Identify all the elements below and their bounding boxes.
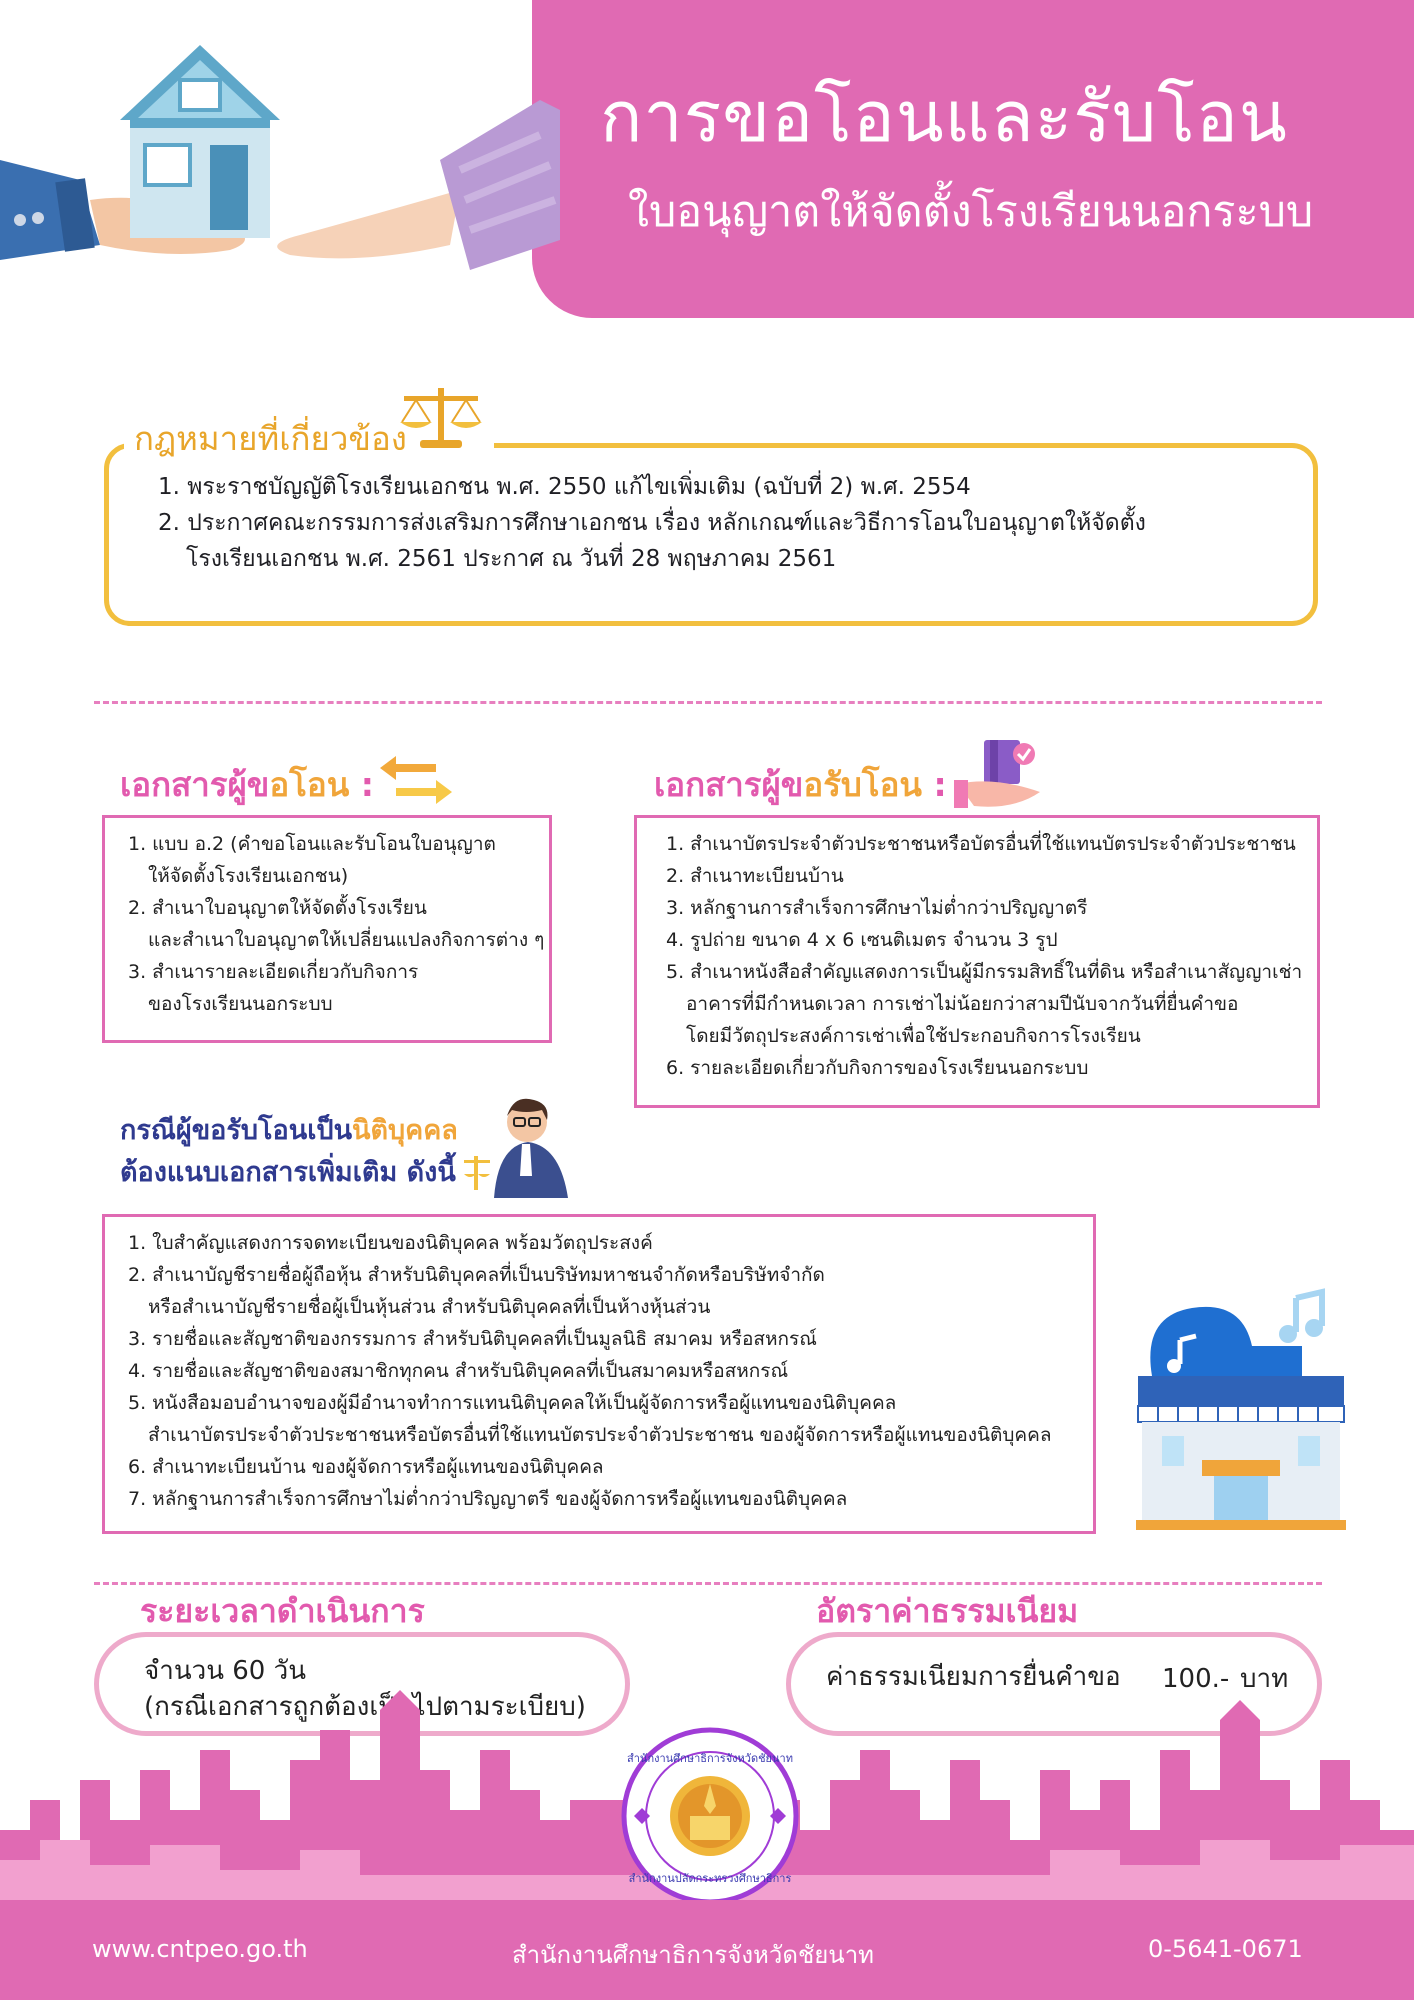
page-title: การขอโอนและรับโอน [600, 76, 1288, 158]
juristic-list [128, 1227, 1088, 1515]
list-item: โดยมีวัตถุประสงค์การเช่าเพื่อใช้ประกอบกิจการโรงเรียน [686, 1025, 1141, 1047]
transferee-title: เอกสารผู้ขอรับโอน : [654, 765, 947, 804]
fee-title: อัตราค่าธรรมเนียม [816, 1592, 1079, 1630]
duration-note: (กรณีเอกสารถูกต้องเป็นไปตามระเบียบ) [144, 1692, 586, 1722]
house-handover-illustration [0, 40, 560, 300]
transferor-title: เอกสารผู้ขอโอน : [120, 765, 374, 804]
duration-value: จำนวน 60 วัน [144, 1656, 306, 1686]
swap-arrows-icon [376, 752, 456, 808]
transferee-list [666, 828, 1316, 1084]
juristic-title-line2: ต้องแนบเอกสารเพิ่มเติม ดังนี้ [120, 1157, 456, 1188]
list-item: ของโรงเรียนนอกระบบ [148, 993, 333, 1015]
svg-text:สำนักงานปลัดกระทรวงศึกษาธิการ: สำนักงานปลัดกระทรวงศึกษาธิการ [628, 1872, 792, 1885]
lawyer-icon [464, 1086, 590, 1198]
list-item: สำเนาบัตรประจำตัวประชาชนหรือบัตรอื่นที่ใช้แทนบัตรประจำตัวประชาชน ของผู้จัดการหรือผู้แทนของนิติบุคคล [148, 1424, 1052, 1446]
list-item: 2. สำเนาบัญชีรายชื่อผู้ถือหุ้น สำหรับนิติบุคคลที่เป็นบริษัทมหาชนจำกัดหรือบริษัทจำกัด [128, 1264, 825, 1286]
fee-unit: บาท [1240, 1664, 1289, 1694]
right-hand [277, 190, 460, 258]
list-item: 2. สำเนาทะเบียนบ้าน [666, 865, 844, 887]
law-item: โรงเรียนเอกชน พ.ศ. 2561 ประกาศ ณ วันที่ 28 พฤษภาคม 2561 [186, 546, 837, 572]
list-item: หรือสำเนาบัญชีรายชื่อผู้เป็นหุ้นส่วน สำหรับนิติบุคคลที่เป็นห้างหุ้นส่วน [148, 1296, 711, 1318]
receive-hand-icon [954, 736, 1044, 810]
list-item: 2. สำเนาใบอนุญาตให้จัดตั้งโรงเรียน [128, 897, 427, 919]
list-item: 7. หลักฐานการสำเร็จการศึกษาไม่ต่ำกว่าปริญญาตรี ของผู้จัดการหรือผู้แทนของนิติบุคคล [128, 1488, 848, 1510]
duration-title: ระยะเวลาดำเนินการ [140, 1592, 425, 1630]
list-item: อาคารที่มีกำหนดเวลา การเช่าไม่น้อยกว่าสามปีนับจากวันที่ยื่นคำขอ [686, 993, 1239, 1015]
page-subtitle: ใบอนุญาตให้จัดตั้งโรงเรียนนอกระบบ [628, 187, 1314, 237]
list-item: และสำเนาใบอนุญาตให้เปลี่ยนแปลงกิจการต่าง ๆ [148, 929, 545, 951]
laws-list [158, 470, 1298, 578]
list-item: 4. รูปถ่าย ขนาด 4 x 6 เซนติเมตร จำนวน 3 รูป [666, 929, 1058, 951]
juristic-title-line1: กรณีผู้ขอรับโอนเป็นนิติบุคคล [120, 1115, 458, 1146]
divider [94, 1582, 1322, 1585]
footer-organization: สำนักงานศึกษาธิการจังหวัดชัยนาท [512, 1941, 874, 1969]
office-seal-logo [620, 1726, 800, 1906]
list-item: 1. ใบสำคัญแสดงการจดทะเบียนของนิติบุคคล พร้อมวัตถุประสงค์ [128, 1232, 653, 1254]
law-item: 2. ประกาศคณะกรรมการส่งเสริมการศึกษาเอกชน เรื่อง หลักเกณฑ์และวิธีการโอนใบอนุญาตให้จัดตั้ง [158, 510, 1146, 536]
list-item: 3. รายชื่อและสัญชาติของกรรมการ สำหรับนิติบุคคลที่เป็นมูลนิธิ สมาคม หรือสหกรณ์ [128, 1328, 817, 1350]
divider [94, 701, 1322, 704]
footer-phone: 0-5641-0671 [1148, 1935, 1303, 1963]
scales-icon [396, 382, 486, 452]
svg-text:สำนักงานศึกษาธิการจังหวัดชัยนา: สำนักงานศึกษาธิการจังหวัดชัยนาท [627, 1752, 793, 1765]
list-item: ให้จัดตั้งโรงเรียนเอกชน) [148, 865, 349, 887]
juristic-title [120, 1110, 458, 1194]
transferor-list [128, 828, 548, 1020]
fee-amount: 100.- [1162, 1664, 1230, 1694]
fee-label: ค่าธรรมเนียมการยื่นคำขอ [826, 1662, 1121, 1692]
list-item: 1. สำเนาบัตรประจำตัวประชาชนหรือบัตรอื่นที่ใช้แทนบัตรประจำตัวประชาชน [666, 833, 1296, 855]
list-item: 3. สำเนารายละเอียดเกี่ยวกับกิจการ [128, 961, 419, 983]
list-item: 6. รายละเอียดเกี่ยวกับกิจการของโรงเรียนนอกระบบ [666, 1057, 1089, 1079]
law-item: 1. พระราชบัญญัติโรงเรียนเอกชน พ.ศ. 2550 แก้ไขเพิ่มเติม (ฉบับที่ 2) พ.ศ. 2554 [158, 474, 971, 500]
music-school-illustration [1132, 1286, 1352, 1536]
list-item: 5. สำเนาหนังสือสำคัญแสดงการเป็นผู้มีกรรมสิทธิ์ในที่ดิน หรือสำเนาสัญญาเช่า [666, 961, 1303, 983]
list-item: 1. แบบ อ.2 (คำขอโอนและรับโอนใบอนุญาต [128, 833, 496, 855]
list-item: 3. หลักฐานการสำเร็จการศึกษาไม่ต่ำกว่าปริญญาตรี [666, 897, 1088, 919]
list-item: 5. หนังสือมอบอำนาจของผู้มีอำนาจทำการแทนนิติบุคคลให้เป็นผู้จัดการหรือผู้แทนของนิติบุคคล [128, 1392, 897, 1414]
list-item: 4. รายชื่อและสัญชาติของสมาชิกทุกคน สำหรับนิติบุคคลที่เป็นสมาคมหรือสหกรณ์ [128, 1360, 789, 1382]
laws-title: กฎหมายที่เกี่ยวข้อง [134, 419, 407, 458]
list-item: 6. สำเนาทะเบียนบ้าน ของผู้จัดการหรือผู้แทนของนิติบุคคล [128, 1456, 604, 1478]
footer-website[interactable]: www.cntpeo.go.th [92, 1935, 308, 1963]
